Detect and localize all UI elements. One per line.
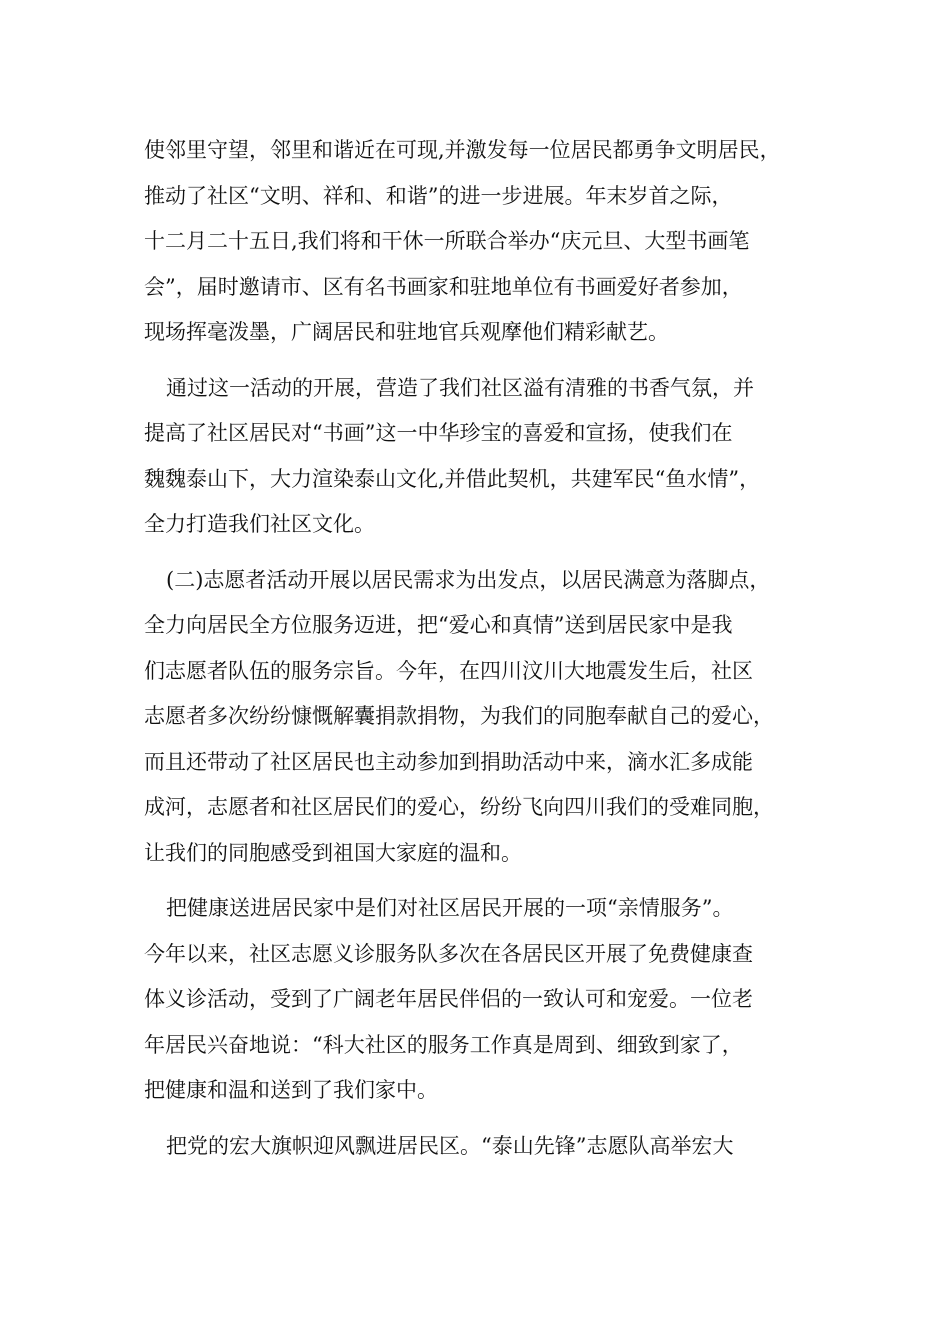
text-line: 把健康送进居民家中是们对社区居民开展的一项“亲情服务”。 bbox=[166, 896, 734, 920]
body-text bbox=[144, 128, 824, 1169]
text-line: 把党的宏大旗帜迎风飘进居民区。“泰山先锋”志愿队高举宏大 bbox=[166, 1133, 734, 1158]
text-line: 十二月二十五日,我们将和干休一所联合举办“庆元旦、大型书画笔 bbox=[144, 229, 750, 253]
text-line: 年居民兴奋地说：“科大社区的服务工作真是周到、细致到家了， bbox=[144, 1032, 743, 1057]
paragraph bbox=[144, 366, 824, 548]
paragraph bbox=[144, 128, 824, 356]
text-line: 会”，届时邀请市、区有名书画家和驻地单位有书画爱好者参加， bbox=[144, 274, 743, 299]
text-line: 把健康和温和送到了我们家中。 bbox=[144, 1078, 438, 1102]
text-line: 今年以来，社区志愿义诊服务队多次在各居民区开展了免费健康查 bbox=[144, 941, 753, 966]
paragraph bbox=[144, 886, 824, 1114]
text-line: 成河，志愿者和社区居民们的爱心，纷纷飞向四川我们的受难同胞， bbox=[144, 795, 774, 819]
text-line: 们志愿者队伍的服务宗旨。今年，在四川汶川大地震发生后，社区 bbox=[144, 658, 753, 683]
paragraph bbox=[144, 1124, 824, 1170]
text-line: 体义诊活动，受到了广阔老年居民伴侣的一致认可和宠爱。一位老 bbox=[144, 987, 753, 1011]
text-line: (二)志愿者活动开展以居民需求为出发点，以居民满意为落脚点， bbox=[166, 567, 771, 592]
text-line: 提高了社区居民对“书画”这一中华珍宝的喜爱和宣扬，使我们在 bbox=[144, 421, 733, 445]
text-line: 现场挥毫泼墨，广阔居民和驻地官兵观摩他们精彩献艺。 bbox=[144, 320, 669, 344]
text-line: 推动了社区“文明、祥和、和谐”的进一步进展。年末岁首之际， bbox=[144, 183, 733, 208]
text-line: 而且还带动了社区居民也主动参加到捐助活动中来，滴水汇多成能 bbox=[144, 749, 753, 774]
text-line: 使邻里守望，邻里和谐近在可现,并激发每一位居民都勇争文明居民， bbox=[144, 138, 781, 162]
text-line: 通过这一活动的开展，营造了我们社区溢有清雅的书香气氛，并 bbox=[166, 375, 754, 400]
paragraph bbox=[144, 558, 824, 877]
text-line: 全力打造我们社区文化。 bbox=[144, 512, 375, 536]
text-line: 魏魏泰山下，大力渲染泰山文化,并借此契机，共建军民“鱼水情”， bbox=[144, 466, 761, 491]
text-line: 让我们的同胞感受到祖国大家庭的温和。 bbox=[144, 840, 522, 865]
text-line: 全力向居民全方位服务迈进，把“爱心和真情”送到居民家中是我 bbox=[144, 613, 733, 637]
text-line: 志愿者多次纷纷慷慨解囊捐款捐物，为我们的同胞奉献自己的爱心， bbox=[144, 704, 774, 728]
